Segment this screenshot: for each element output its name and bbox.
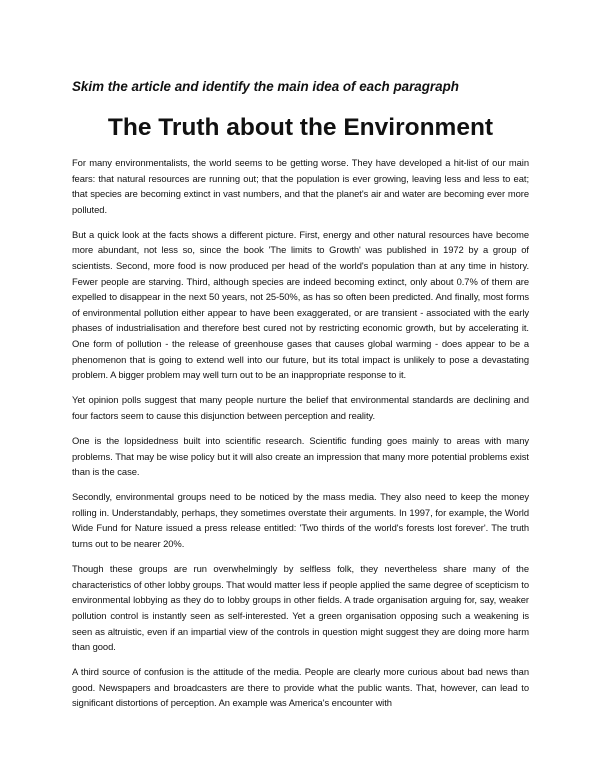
article-title: The Truth about the Environment <box>107 114 494 141</box>
paragraph-2: But a quick look at the facts shows a different picture. First, energy and other natural resources have become more abundant, not less so, since the book 'The limits to Growth' was published in 1972 by a group of scientists. Second, more food is now produced per head of the world's population than at any time in history. Fewer people are starving. Third, although species are indeed becoming extinct, only about 0.7% of them are expelled to disappear in the next 50 years, not 25-50%, as has so often been predicted. And finally, most forms of environmental pollution either appear to have been exaggerated, or are transient - associated with the early phases of industrialisation and therefore best cured not by restricting economic growth, but by accelerating it. One form of pollution - the release of greenhouse gases that causes global warming - does appear to be a phenomenon that is going to extend well into our future, but its total impact is unlikely to pose a devastating problem. A bigger problem may well turn out to be an inappropriate response to it. <box>72 228 529 381</box>
instruction-text: Skim the article and identify the main idea of each paragraph <box>72 79 459 94</box>
paragraph-6: Though these groups are run overwhelmingly by selfless folk, they nevertheless share many of the characteristics of other lobby groups. That would matter less if people applied the same degree of scepticism to environmental lobbying as they do to lobby groups in other fields. A trade organisation arguing for, say, weaker pollution control is instantly seen as self-interested. Yet a green organisation opposing such a weakening is seen as altruistic, even if an impartial view of the controls in question might suggest they are doing more harm than good. <box>72 563 529 653</box>
document-page <box>72 78 529 721</box>
paragraph-5: Secondly, environmental groups need to be noticed by the mass media. They also need to keep the money rolling in. Understandably, perhaps, they sometimes overstate their arguments. In 1997, for example, the World Wide Fund for Nature issued a press release entitled: 'Two thirds of the world's forests lost forever'. The truth turns out to be nearer 20%. <box>72 491 529 550</box>
paragraph-1: For many environmentalists, the world seems to be getting worse. They have developed a hit-list of our main fears: that natural resources are running out; that the population is ever growing, leaving less and less to eat; that species are becoming extinct in vast numbers, and that the planet's air and water are becoming ever more polluted. <box>72 157 529 215</box>
paragraph-7: A third source of confusion is the attitude of the media. People are clearly more curious about bad news than good. Newspapers and broadcasters are there to provide what the public wants. That, however, can lead to significant distortions of perception. An example was America's encounter with <box>72 666 529 709</box>
paragraph-3: Yet opinion polls suggest that many people nurture the belief that environmental standards are declining and four factors seem to cause this disjunction between perception and reality. <box>72 394 529 421</box>
paragraph-4: One is the lopsidedness built into scientific research. Scientific funding goes mainly to areas with many problems. That may be wise policy but it will also create an impression that many more potential problems exist than is the case. <box>72 435 529 478</box>
